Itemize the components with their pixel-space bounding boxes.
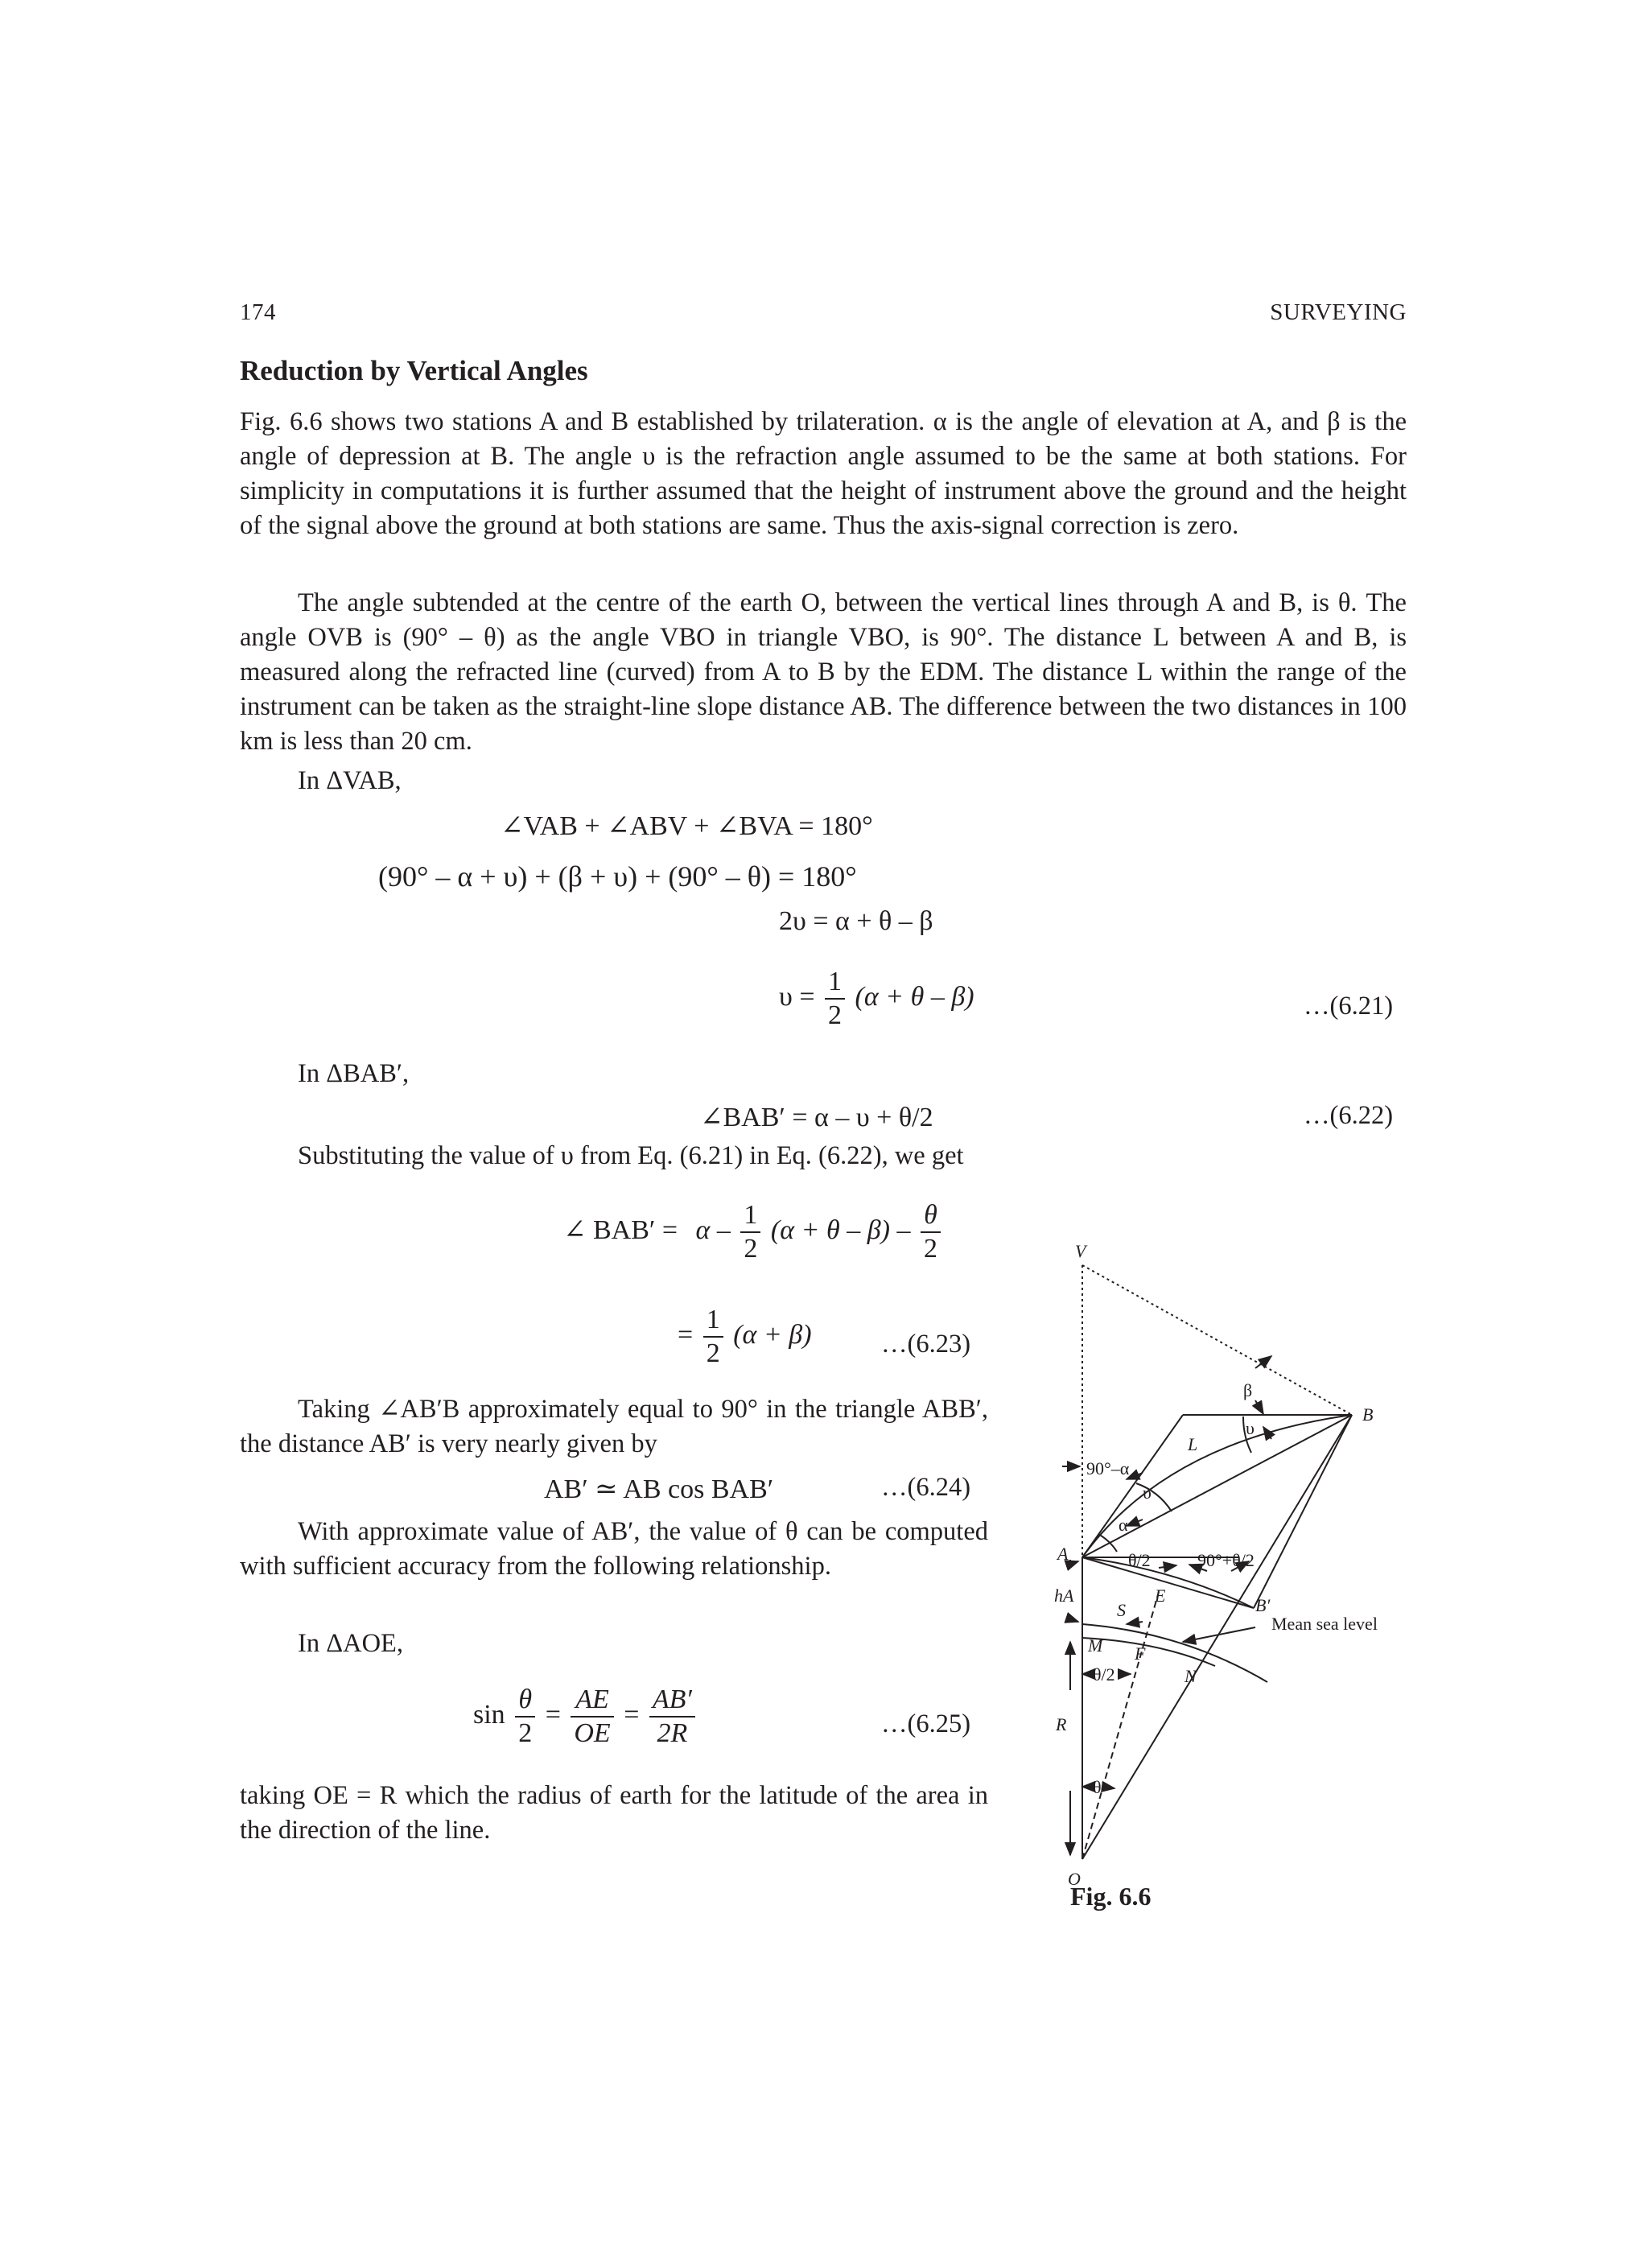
arrow-beta — [1255, 1356, 1271, 1368]
arc-alpha-small — [1098, 1534, 1117, 1552]
figure-caption: Fig. 6.6 — [1070, 1882, 1152, 1911]
line-o-e — [1082, 1592, 1159, 1859]
label-r: R — [1056, 1714, 1067, 1734]
eq-6-23-rhs: (α + β) — [733, 1319, 812, 1350]
paragraph-1: Fig. 6.6 shows two stations A and B established by trilateration. α is the angle of elevation at A, and β is the angle of depression at B. The angle υ is the refraction angle assumed to be the same at both stations. For simplicity in computations it is further assumed that the height of instrument above the ground and the height of the signal above the ground at both stations are same. Thus the axis-signal correction is zero. — [240, 407, 1407, 540]
paragraph-taking: Taking ∠AB′B approximately equal to 90° in the triangle ABB′, the distance AB′ is very nearly given by — [240, 1395, 988, 1458]
eq-bab-alpha: α – — [695, 1214, 731, 1245]
arrow-alpha-low — [1127, 1520, 1143, 1526]
paragraph-with: With approximate value of AB′, the value of θ can be computed with sufficient accuracy from the following relationship. — [240, 1517, 988, 1581]
label-theta-o: θ — [1093, 1777, 1102, 1797]
label-ninety-theta: 90°+θ/2 — [1197, 1550, 1255, 1570]
arrow-theta-o-2 — [1102, 1787, 1114, 1788]
line-a-b — [1082, 1415, 1352, 1557]
label-theta-half-o: θ/2 — [1093, 1664, 1115, 1685]
label-l: L — [1188, 1434, 1198, 1454]
arrow-theta-half-b — [1159, 1565, 1176, 1568]
page-number: 174 — [240, 299, 276, 325]
label-alpha: α — [1119, 1515, 1128, 1535]
equation-6-22: ∠BAB′ = α – υ + θ/2 — [700, 1103, 933, 1132]
label-in-vab: In ΔVAB, — [298, 766, 402, 795]
label-a: A — [1057, 1544, 1069, 1564]
substituting-text: Substituting the value of υ from Eq. (6.21) in Eq. (6.22), we get — [298, 1141, 964, 1170]
equation-number-6-24: …(6.24) — [881, 1473, 971, 1502]
label-o: O — [1068, 1869, 1081, 1889]
fraction-half: $\frac{1}{2}$ — [825, 966, 845, 1032]
label-upsilon-b: υ — [1246, 1418, 1255, 1438]
tangent-at-a — [1082, 1415, 1183, 1557]
eq-6-21-rhs: (α + θ – β) — [855, 981, 974, 1012]
eq-6-23-eq: = — [678, 1319, 694, 1350]
label-mean-sea-level: Mean sea level — [1271, 1614, 1378, 1634]
label-theta-half: θ/2 — [1128, 1550, 1151, 1570]
fraction-ae-oe: $\frac{AE}{OE}$ — [571, 1684, 613, 1750]
line-o-b — [1082, 1415, 1352, 1859]
label-e: E — [1155, 1586, 1166, 1606]
label-beta: β — [1243, 1380, 1253, 1400]
eq-bab-mid: (α + θ – β) – — [770, 1214, 911, 1245]
label-n: N — [1184, 1666, 1197, 1686]
label-f: F — [1135, 1643, 1146, 1664]
equation-2v: 2υ = α + θ – β — [779, 906, 933, 936]
paragraph-taking-oe: taking OE = R which the radius of earth for the latitude of the area in the direction of the line. — [240, 1781, 988, 1845]
equation-6-24: AB′ ≃ AB cos BAB′ — [544, 1474, 774, 1504]
fraction-half-2: $\frac{1}{2}$ — [740, 1199, 760, 1265]
label-b: B — [1362, 1404, 1374, 1425]
running-title: SURVEYING — [1270, 299, 1407, 325]
equation-number-6-22: …(6.22) — [1304, 1101, 1394, 1130]
eq-bab-lhs: ∠ BAB′ = — [563, 1214, 678, 1245]
equation-number-6-25: …(6.25) — [881, 1709, 971, 1738]
equation-angle-sum: ∠VAB + ∠ABV + ∠BVA = 180° — [501, 811, 873, 841]
label-in-bab: In ΔBAB′, — [298, 1059, 410, 1088]
arrow-mean-sea-level — [1183, 1627, 1255, 1642]
label-in-aoe: In ΔAOE, — [298, 1629, 404, 1658]
label-ha: hA — [1054, 1586, 1074, 1606]
arrow-s — [1127, 1622, 1143, 1624]
arrow-beta-2 — [1255, 1400, 1263, 1414]
eq-6-25-eq1: = — [545, 1699, 561, 1730]
section-heading: Reduction by Vertical Angles — [240, 355, 588, 386]
eq-6-21-lhs: υ = — [779, 981, 815, 1012]
arrow-ha-bottom — [1066, 1618, 1078, 1622]
label-upsilon-a: υ — [1143, 1482, 1152, 1503]
paragraph-2: The angle subtended at the centre of the earth O, between the vertical lines through A and B, is θ. The angle OVB is (90° – θ) as the angle VBO in triangle VBO, is 90°. The distance L between A and B, is measured along the refracted line (curved) from A to B by the EDM. The distance L within the range of the instrument can be taken as the straight-line slope distance AB. The difference between the two distances in 100 km is less than 20 cm. — [240, 588, 1407, 756]
eq-6-25-sin: sin — [473, 1699, 505, 1730]
fraction-abp-2r: $\frac{AB'}{2R}$ — [649, 1684, 695, 1750]
equation-number-6-21: …(6.21) — [1304, 992, 1394, 1021]
fraction-theta-half: $\frac{\theta}{2}$ — [921, 1199, 941, 1265]
fraction-theta-half-2: $\frac{\theta}{2}$ — [515, 1684, 535, 1750]
eq-6-25-eq2: = — [624, 1699, 640, 1730]
label-v: V — [1075, 1241, 1086, 1261]
label-ninety-alpha: 90°–α — [1086, 1458, 1130, 1478]
equation-substituted-sum: (90° – α + υ) + (β + υ) + (90° – θ) = 180° — [378, 860, 857, 893]
equation-number-6-23: …(6.23) — [881, 1330, 971, 1359]
fraction-half-3: $\frac{1}{2}$ — [703, 1304, 723, 1370]
label-s: S — [1117, 1600, 1126, 1620]
line-b-bprime — [1254, 1415, 1352, 1608]
line-v-b — [1082, 1265, 1352, 1415]
label-bprime: B′ — [1255, 1595, 1271, 1615]
label-m: M — [1088, 1635, 1103, 1656]
